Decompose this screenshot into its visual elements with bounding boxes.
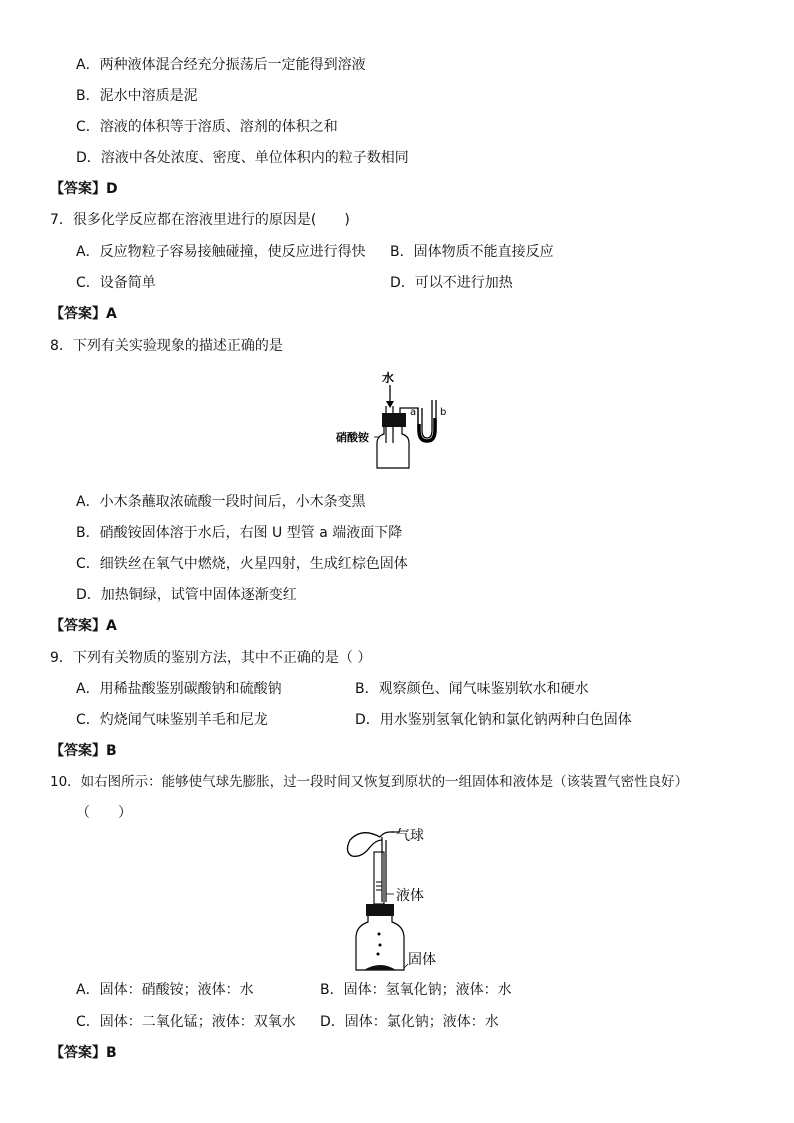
q10-liquid-label: 液体 (396, 888, 424, 904)
q8-salt-label: 硝酸铵 (336, 431, 369, 444)
q6-answer: 【答案】D (50, 181, 118, 197)
q9-option-d: D．用水鉴别氢氧化钠和氯化钠两种白色固体 (355, 712, 632, 728)
q7-stem: 7．很多化学反应都在溶液里进行的原因是( ) (50, 212, 350, 228)
q9-option-c: C．灼烧闻气味鉴别羊毛和尼龙 (76, 712, 268, 728)
q8-option-c: C．细铁丝在氧气中燃烧，火星四射，生成红棕色固体 (76, 556, 408, 572)
q7-option-c: C．设备简单 (76, 275, 156, 291)
q10-option-c: C．固体：二氧化锰；液体：双氧水 (76, 1014, 296, 1030)
q9-option-b: B．观察颜色、闻气味鉴别软水和硬水 (355, 681, 589, 697)
q8-stopper (382, 413, 406, 427)
q6-option-a: A．两种液体混合经充分振荡后一定能得到溶液 (76, 57, 366, 73)
q10-paren: （ ） (76, 805, 132, 821)
q10-option-b: B．固体：氢氧化钠；液体：水 (320, 982, 512, 998)
q7-option-b: B．固体物质不能直接反应 (390, 244, 554, 260)
q10-answer: 【答案】B (50, 1045, 117, 1061)
q7-option-d: D．可以不进行加热 (390, 275, 513, 291)
q9-answer: 【答案】B (50, 743, 117, 759)
q9-option-a: A．用稀盐酸鉴别碳酸钠和硫酸钠 (76, 681, 282, 697)
q8-label-b: b (440, 407, 447, 418)
q8-label-a: a (410, 407, 417, 418)
q10-apparatus-figure (340, 822, 460, 974)
q8-water-label: 水 (382, 371, 395, 385)
q6-option-d: D．溶液中各处浓度、密度、单位体积内的粒子数相同 (76, 150, 409, 166)
q8-option-a: A．小木条蘸取浓硫酸一段时间后，小木条变黑 (76, 494, 366, 510)
q10-option-d: D．固体：氯化钠；液体：水 (320, 1014, 499, 1030)
q7-option-a: A．反应物粒子容易接触碰撞，使反应进行得快 (76, 244, 366, 260)
q7-answer: 【答案】A (50, 306, 117, 322)
q10-option-a: A．固体：硝酸铵；液体：水 (76, 982, 254, 998)
q8-stem: 8．下列有关实验现象的描述正确的是 (50, 338, 283, 354)
q10-solid (364, 965, 396, 970)
q6-option-c: C．溶液的体积等于溶质、溶剂的体积之和 (76, 119, 338, 135)
q10-balloon-label: 气球 (396, 828, 424, 844)
q8-apparatus-figure (330, 368, 470, 478)
q6-option-b: B．泥水中溶质是泥 (76, 88, 198, 104)
q9-stem: 9．下列有关物质的鉴别方法，其中不正确的是（ ） (50, 650, 372, 666)
q10-bottle (356, 916, 404, 970)
q10-stopper (366, 904, 394, 916)
q8-option-d: D．加热铜绿，试管中固体逐渐变红 (76, 587, 297, 603)
q8-answer: 【答案】A (50, 618, 117, 634)
q10-solid-label: 固体 (408, 952, 436, 968)
q10-balloon (347, 833, 382, 857)
q8-option-b: B．硝酸铵固体溶于水后，右图 U 型管 a 端液面下降 (76, 525, 403, 541)
q10-stem: 10．如右图所示：能够使气球先膨胀，过一段时间又恢复到原状的一组固体和液体是（该装置气密性良好） (50, 774, 689, 790)
